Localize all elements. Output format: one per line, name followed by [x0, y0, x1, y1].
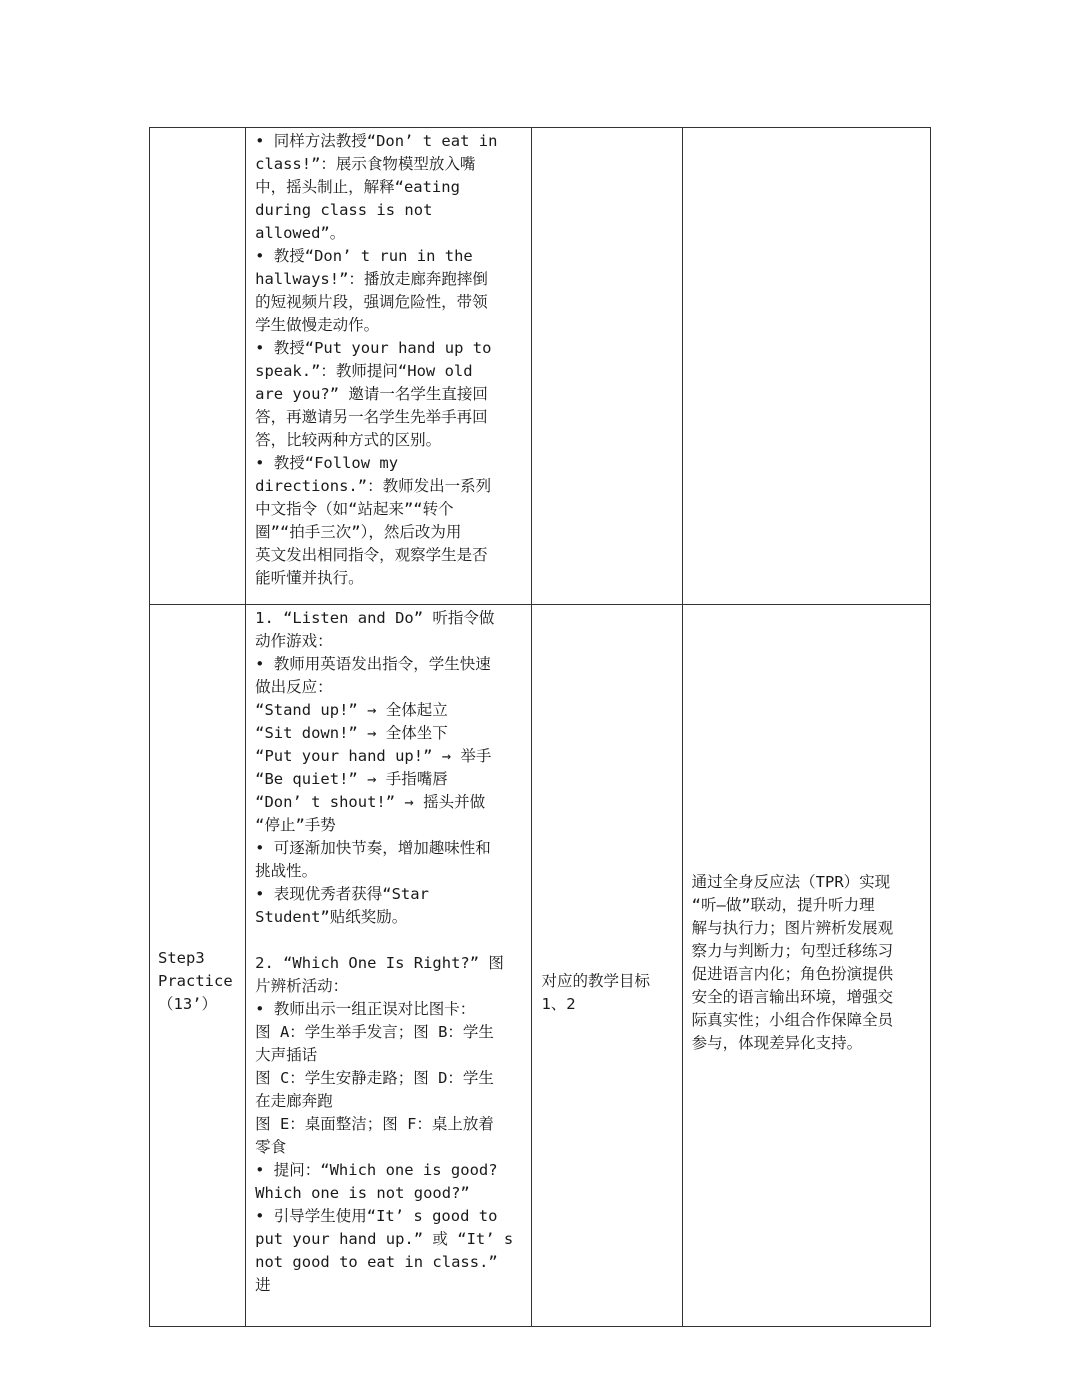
activity-line: “Be quiet!” → 手指嘴唇	[255, 770, 448, 788]
activities-cell	[246, 128, 532, 605]
activity-line: 做出反应：	[255, 678, 333, 696]
activity-line: hallways!”：播放走廊奔跑摔倒	[255, 270, 488, 288]
reason-line: 参与，体现差异化支持。	[691, 1033, 863, 1052]
activity-line: 图 A：学生举手发言；图 B：学生	[255, 1023, 494, 1041]
reason-line: 安全的语言输出环境，增强交	[691, 987, 894, 1006]
reason-line: “听—做”联动，提升听力理	[691, 895, 875, 914]
activity-line: • 同样方法教授“Don’ t eat in	[255, 132, 498, 150]
reason-line: 促进语言内化；角色扮演提供	[691, 964, 894, 983]
goal-cell	[532, 605, 682, 1327]
step-line: Step3	[158, 949, 205, 967]
step-cell	[150, 605, 246, 1327]
activity-line: • 教师用英语发出指令，学生快速	[255, 655, 491, 673]
activity-line: • 教授“Follow my	[255, 454, 399, 472]
activity-line: “Don’ t shout!” → 摇头并做	[255, 793, 486, 811]
activity-line: 零食	[255, 1138, 287, 1156]
lesson-plan-table	[149, 127, 931, 1327]
activities-list-which-one-is-right	[255, 952, 522, 1297]
design-rationale	[692, 871, 921, 1055]
activity-line: “Stand up!” → 全体起立	[255, 701, 448, 719]
activity-line: 图 C：学生安静走路；图 D：学生	[255, 1069, 494, 1087]
activity-line: 中，摇头制止，解释“eating	[255, 178, 460, 196]
activity-line: Which one is not good?”	[255, 1184, 470, 1202]
activity-line: • 可逐渐加快节奏，增加趣味性和	[255, 839, 491, 857]
activity-line: are you?” 邀请一名学生直接回	[255, 385, 488, 403]
reason-line: 际真实性；小组合作保障全员	[691, 1010, 894, 1029]
activities-cell	[246, 605, 532, 1327]
activity-line: • 教授“Don’ t run in the	[255, 247, 473, 265]
activity-line: Student”贴纸奖励。	[255, 908, 408, 926]
reason-line: 通过全身反应法（TPR）实现	[691, 872, 891, 891]
activity-line: “停止”手势	[255, 816, 336, 834]
activity-line: 1. “Listen and Do” 听指令做	[255, 609, 495, 627]
step-cell	[150, 128, 246, 605]
table-row	[150, 605, 931, 1327]
activity-line: • 教师出示一组正误对比图卡：	[255, 1000, 476, 1018]
activity-line: 大声插话	[255, 1046, 318, 1064]
reason-cell	[682, 128, 930, 605]
activity-line: 在走廊奔跑	[255, 1092, 333, 1110]
activity-line: • 表现优秀者获得“Star	[255, 885, 429, 903]
activity-line: not good to eat in class.” 进	[255, 1253, 508, 1294]
goal-cell	[532, 128, 682, 605]
activity-line: 能听懂并执行。	[255, 569, 364, 587]
activities-list-listen-and-do	[255, 607, 522, 929]
activity-line: 挑战性。	[255, 862, 318, 880]
reason-cell	[682, 605, 930, 1327]
table-row	[150, 128, 931, 605]
activity-line: • 提问：“Which one is good?	[255, 1161, 498, 1179]
step-label	[158, 947, 236, 1016]
activity-line: • 教授“Put your hand up to	[255, 339, 492, 357]
activity-line: • 引导学生使用“It’ s good to	[255, 1207, 498, 1225]
activity-line: allowed”。	[255, 224, 346, 242]
activity-line: 图 E：桌面整洁；图 F：桌上放着	[255, 1115, 494, 1133]
activity-line: 2. “Which One Is Right?” 图	[255, 954, 504, 972]
goal-line: 对应的教学目标	[541, 971, 650, 990]
teaching-goal	[541, 970, 672, 1016]
reason-line: 解与执行力；图片辨析发展观	[691, 918, 894, 937]
activity-line: during class is not	[255, 201, 433, 219]
activity-line: “Sit down!” → 全体坐下	[255, 724, 448, 742]
activity-line: speak.”：教师提问“How old	[255, 362, 473, 380]
activity-line: 圈”“拍手三次”），然后改为用	[255, 523, 462, 541]
step-line: Practice	[158, 972, 233, 990]
activity-line: class!”：展示食物模型放入嘴	[255, 155, 476, 173]
activity-line: 的短视频片段，强调危险性，带领	[255, 293, 488, 311]
activity-line: “Put your hand up!” → 举手	[255, 747, 492, 765]
activity-line: 答，再邀请另一名学生先举手再回	[255, 408, 488, 426]
activity-line: directions.”：教师发出一系列	[255, 477, 492, 495]
activity-line: put your hand up.” 或 “It’ s	[255, 1230, 514, 1248]
step-line: （13’）	[158, 995, 217, 1013]
activity-line: 动作游戏：	[255, 632, 333, 650]
goal-line: 1、2	[541, 994, 576, 1013]
activity-line: 学生做慢走动作。	[255, 316, 380, 334]
activity-line: 片辨析活动：	[255, 977, 349, 995]
activity-line: 英文发出相同指令，观察学生是否	[255, 546, 488, 564]
activity-line: 答，比较两种方式的区别。	[255, 431, 442, 449]
activities-list	[255, 130, 522, 590]
reason-line: 察力与判断力；句型迁移练习	[691, 941, 894, 960]
activity-line: 中文指令（如“站起来”“转个	[255, 500, 454, 518]
